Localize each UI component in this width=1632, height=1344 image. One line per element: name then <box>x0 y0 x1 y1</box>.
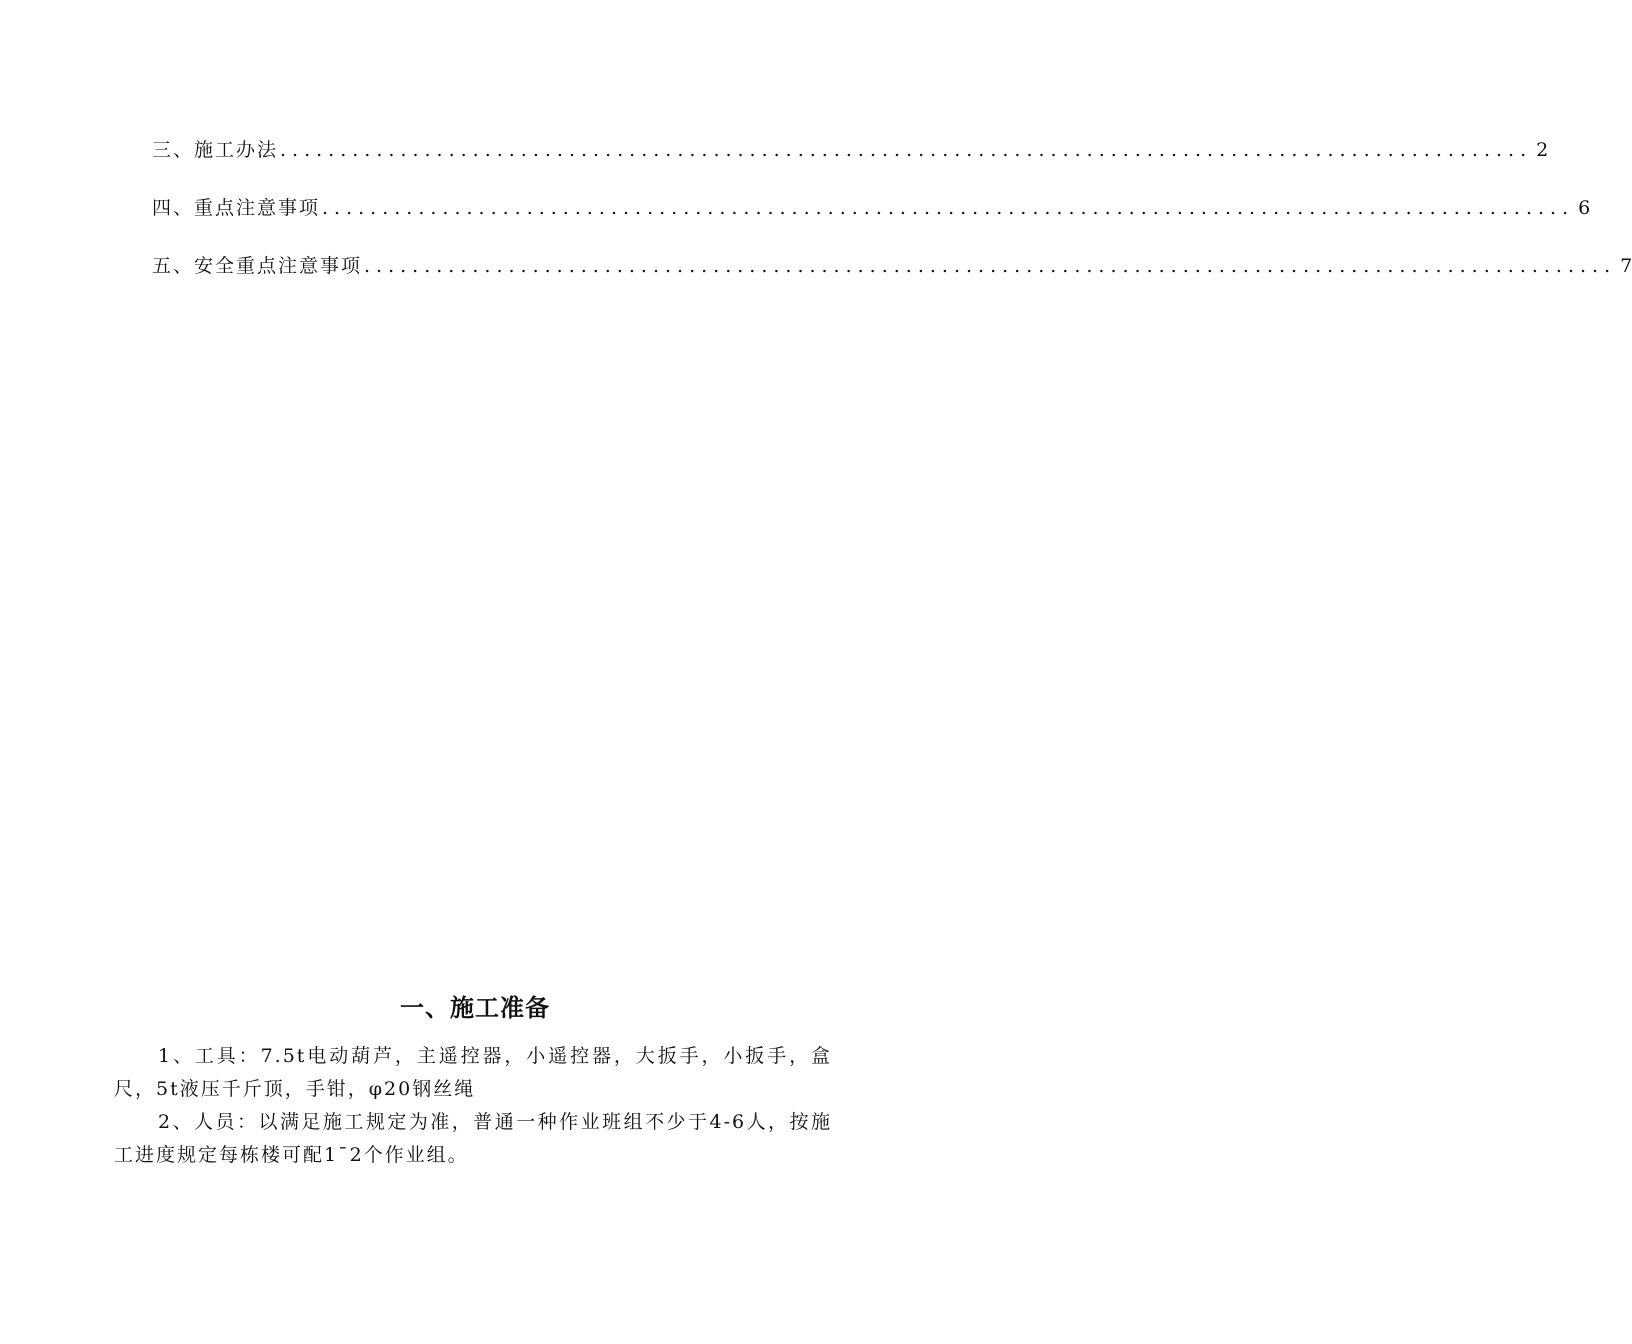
paragraph-tools: 1、工具：7.5t电动葫芦，主遥控器，小遥控器，大扳手，小扳手，盒尺，5t液压千斤顶，手钳，φ20钢丝绳 <box>114 1045 832 1100</box>
toc-leader-dots: ........................................................................................................ <box>364 255 1617 277</box>
toc-entry[interactable] <box>152 251 1632 281</box>
toc-leader-dots: ........................................................................................................ <box>322 197 1575 219</box>
section-body <box>114 1040 832 1172</box>
toc-entry-page: 2 <box>1536 139 1549 161</box>
toc-entry[interactable] <box>152 135 1549 165</box>
toc-entry-label: 五、安全重点注意事项 <box>152 255 363 277</box>
toc-entry[interactable] <box>152 193 1591 223</box>
toc-leader-dots: ........................................................................................................ <box>280 139 1533 161</box>
toc-entry-page: 7 <box>1620 255 1632 277</box>
paragraph-personnel: 2、人员：以满足施工规定为准，普通一种作业班组不少于4-6人，按施工进度规定每栋楼可配1¯2个作业组。 <box>114 1111 832 1166</box>
toc-entry-label: 四、重点注意事项 <box>152 197 321 219</box>
table-of-contents <box>152 135 1632 309</box>
toc-entry-label: 三、施工办法 <box>152 139 279 161</box>
section-heading: 一、施工准备 <box>400 994 550 1022</box>
toc-entry-page: 6 <box>1578 197 1591 219</box>
